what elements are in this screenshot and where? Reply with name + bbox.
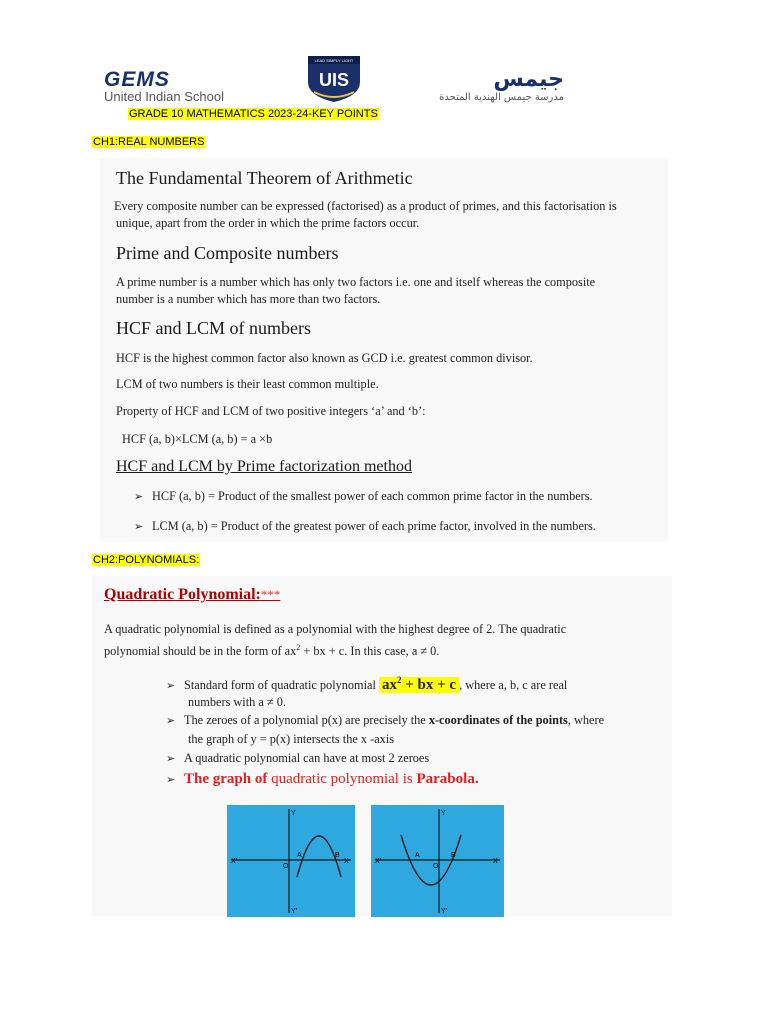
arrow-bullet-icon: ➢	[166, 714, 176, 727]
y-label: Y	[441, 810, 446, 817]
pfm-bullet-2	[134, 518, 596, 535]
quadratic-stars: ***	[260, 587, 281, 602]
q-bullet-2-bold: x-coordinates of the points	[428, 713, 568, 727]
q-bullet-4-text-b: quadratic polynomial is	[271, 771, 417, 787]
gems-logo	[104, 70, 254, 106]
quadratic-heading-text: Quadratic Polynomial:	[104, 586, 261, 603]
arrow-bullet-icon: ➢	[166, 752, 176, 765]
pfm-bullet-1	[134, 488, 593, 505]
uis-shield-icon	[304, 52, 364, 104]
hcf-text-line1: HCF is the highest common factor also known as GCD i.e. greatest common divisor.	[116, 351, 533, 365]
hcf-formula: HCF (a, b)×LCM (a, b) = a ×b	[122, 432, 273, 446]
quadratic-def-part-b: + bx + c. In this case, a ≠ 0.	[300, 644, 440, 659]
q-bullet-2	[166, 712, 604, 729]
ch1-label: CH1:REAL NUMBERS	[93, 136, 205, 148]
q-bullet-3	[166, 750, 429, 767]
standard-form-part-a: ax	[382, 677, 397, 693]
parabola-graph-up	[371, 805, 504, 917]
q-bullet-1	[166, 672, 567, 694]
q-bullet-1-text-a: Standard form of quadratic polynomial	[184, 678, 379, 692]
y-neg-label: Y'	[291, 908, 298, 915]
arabic-logo	[424, 68, 564, 108]
uis-badge-tag: LEAD SIMPLY LIGHT	[314, 58, 354, 63]
x-neg-label: X'	[231, 858, 238, 865]
pfm-bullet-2-text: LCM (a, b) = Product of the greatest power of each prime factor, involved in the numbers.	[152, 519, 596, 533]
uis-badge-text: UIS	[318, 70, 350, 90]
q-bullet-2-cont: the graph of y = p(x) intersects the x -axis	[188, 732, 395, 746]
point-a-label: A	[297, 852, 302, 859]
arrow-bullet-icon: ➢	[134, 520, 144, 533]
gems-logo-text: GEMS	[104, 68, 170, 91]
point-b-label: B	[451, 852, 456, 859]
quadratic-def-part-a: polynomial should be in the form of ax	[104, 644, 297, 659]
origin-label: O	[433, 863, 439, 870]
y-label: Y	[291, 810, 296, 817]
quadratic-def-sup: 2	[296, 643, 301, 652]
uis-logo	[304, 52, 364, 104]
pc-heading: Prime and Composite numbers	[116, 243, 339, 263]
q-bullet-2-text-c: , where	[567, 713, 605, 727]
origin-label: O	[283, 863, 289, 870]
arrow-bullet-icon: ➢	[134, 490, 144, 503]
arrow-bullet-icon: ➢	[166, 773, 176, 786]
point-a-label: A	[415, 852, 420, 859]
quadratic-heading	[104, 586, 280, 604]
x-label: X	[493, 858, 498, 865]
quadratic-def-line2	[104, 639, 439, 660]
pfm-bullet-1-text: HCF (a, b) = Product of the smallest power of each common prime factor in the numbers.	[152, 489, 593, 503]
hcf-text-line2: LCM of two numbers is their least common multiple.	[116, 377, 379, 391]
x-label: X	[344, 858, 349, 865]
arabic-logo-text: جيمس	[493, 67, 564, 92]
q-bullet-4-text-a: The graph of	[184, 771, 272, 787]
q-bullet-1-cont: numbers with a ≠ 0.	[188, 695, 286, 709]
standard-form-highlight	[379, 677, 459, 693]
parabola-graph-down-svg	[227, 805, 355, 917]
pc-text-line1: A prime number is a number which has only two factors i.e. one and itself whereas the composite	[116, 275, 596, 289]
x-neg-label: X'	[375, 858, 382, 865]
point-b-label: B	[335, 852, 340, 859]
standard-form-sup: 2	[397, 675, 402, 685]
hcf-heading: HCF and LCM of numbers	[116, 318, 311, 338]
fta-text-line2: unique, apart from the order in which the prime factors occur.	[116, 216, 420, 230]
parabola-graph-down	[227, 805, 355, 917]
parabola-graph-up-svg	[371, 805, 504, 917]
q-bullet-1-text-c: , where a, b, c are real	[459, 678, 568, 692]
y-neg-label: Y'	[441, 908, 448, 915]
gems-school-name: United Indian School	[104, 89, 224, 104]
ch2-label: CH2:POLYNOMIALS:	[93, 554, 200, 566]
pc-text-line2: number is a number which has more than two factors.	[116, 292, 381, 306]
fta-text-line1: Every composite number can be expressed (factorised) as a product of primes, and this factorisation is	[114, 199, 617, 213]
q-bullet-4-text-c: Parabola.	[416, 771, 479, 787]
q-bullet-4	[166, 771, 479, 788]
q-bullet-2-text-a: The zeroes of a polynomial p(x) are precisely the	[184, 713, 429, 727]
hcf-text-line3: Property of HCF and LCM of two positive integers ‘a’ and ‘b’:	[116, 404, 426, 418]
arrow-bullet-icon: ➢	[166, 679, 176, 692]
q-bullet-3-text: A quadratic polynomial can have at most 2 zeroes	[184, 751, 430, 765]
standard-form-part-b: + bx + c	[401, 677, 457, 693]
document-title: GRADE 10 MATHEMATICS 2023-24-KEY POINTS	[129, 108, 378, 120]
fta-heading: The Fundamental Theorem of Arithmetic	[116, 168, 413, 188]
pfm-heading: HCF and LCM by Prime factorization method	[116, 458, 412, 475]
arabic-school-name: مدرسة جيمس الهندية المتحدة	[439, 92, 564, 103]
quadratic-def-line1: A quadratic polynomial is defined as a polynomial with the highest degree of 2. The quadratic	[104, 622, 567, 636]
